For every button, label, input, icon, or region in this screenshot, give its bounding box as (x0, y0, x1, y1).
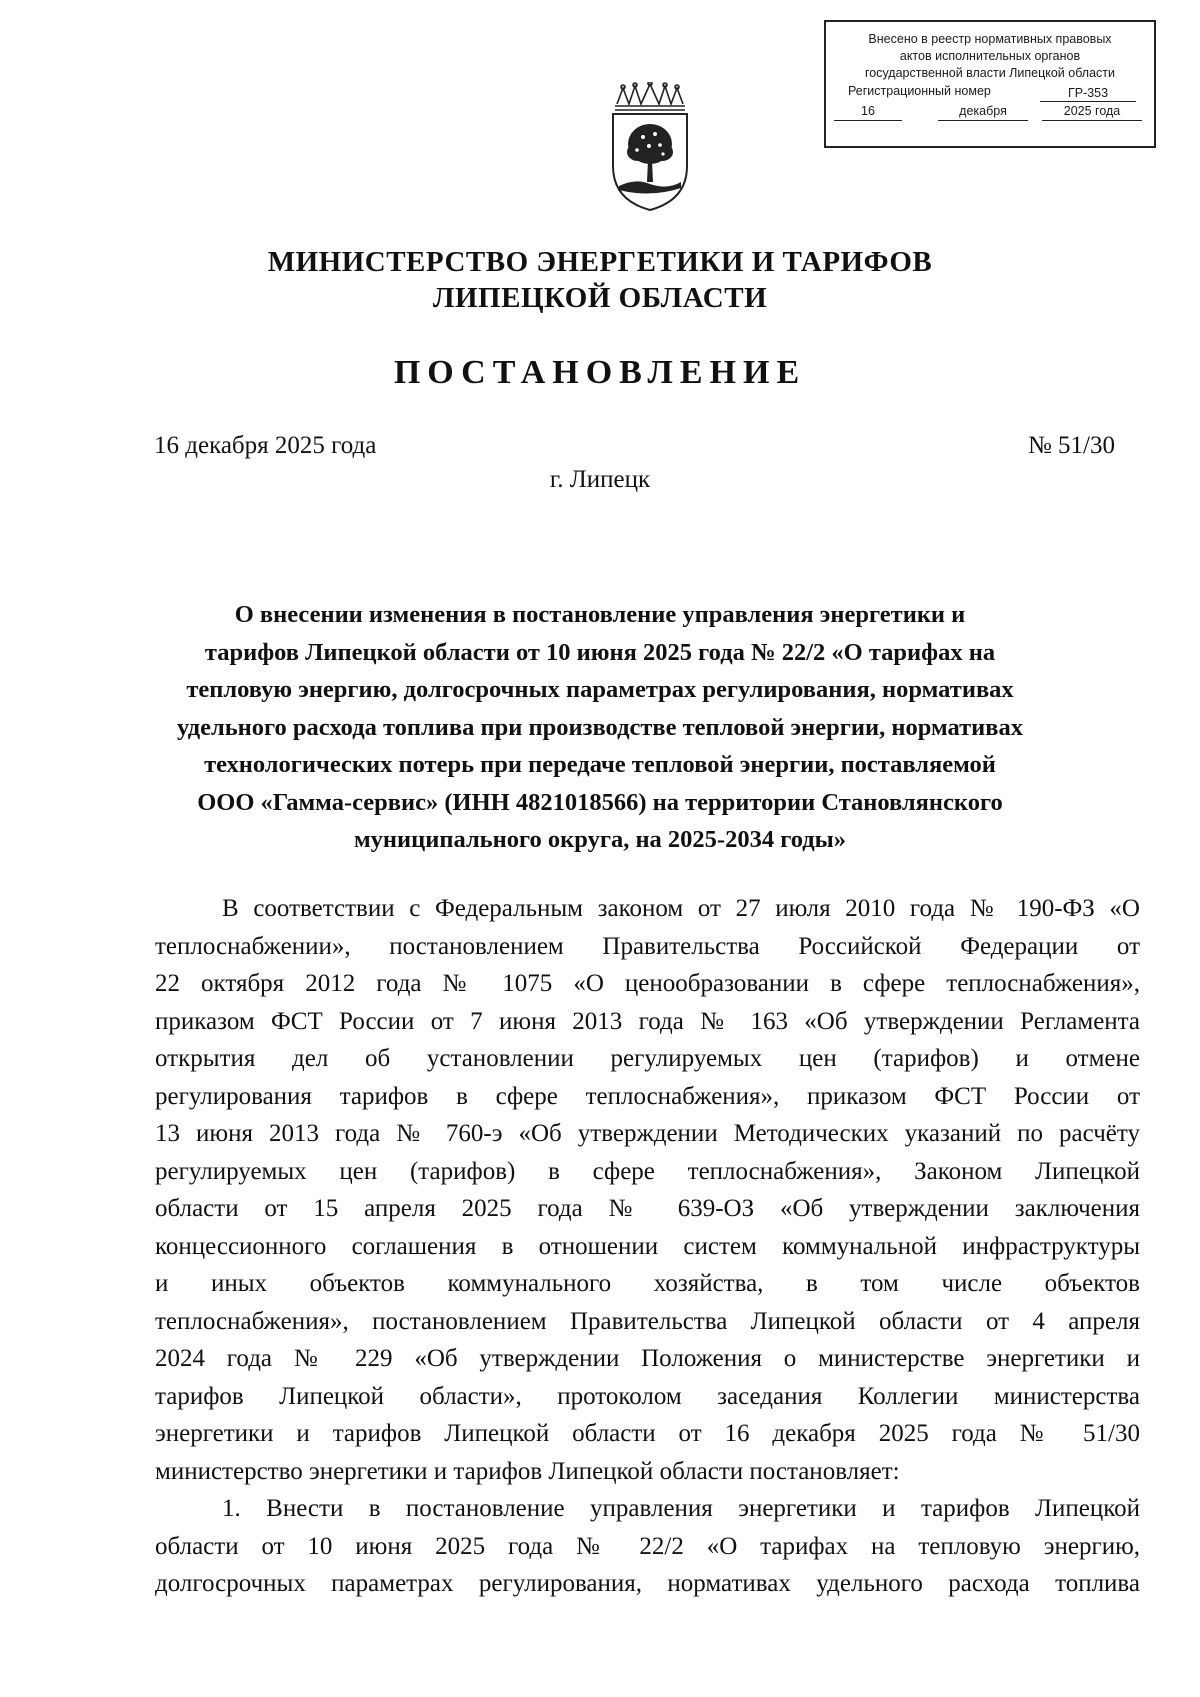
stamp-line: актов исполнительных органов (899, 49, 1081, 63)
document-date: 16 декабря 2025 года (154, 432, 377, 459)
body-line: регулирования тарифов в сфере теплоснабжения», приказом ФСТ России от (155, 1082, 1140, 1110)
document-city: г. Липецк (549, 466, 651, 493)
document-number: № 51/30 (1027, 432, 1115, 459)
title-line: ООО «Гамма-сервис» (ИНН 4821018566) на территории Становлянского (197, 788, 1003, 816)
title-line: технологических потерь при передаче тепловой энергии, поставляемой (204, 751, 996, 778)
title-line: муниципального округа, на 2025-2034 годы» (353, 826, 847, 853)
stamp-month: декабря (938, 103, 1028, 121)
stamp-line: государственной власти Липецкой области (864, 66, 1116, 80)
stamp-year: 2025 года (1042, 103, 1142, 121)
stamp-reg-label: Регистрационный номер (848, 84, 991, 98)
title-line: тарифов Липецкой области от 10 июня 2025 года № 22/2 «О тарифах на (204, 638, 996, 666)
body-line: энергетики и тарифов Липецкой области от 16 декабря 2025 года № 51/30 (155, 1420, 1140, 1447)
ministry-heading (0, 244, 1200, 316)
body-line: 13 июня 2013 года № 760-э «Об утверждении Методических указаний по расчёту (155, 1120, 1140, 1147)
stamp-reg-number: ГР-353 (1040, 85, 1136, 102)
body-line: приказом ФСТ России от 7 июня 2013 года № 163 «Об утверждении Регламента (155, 1007, 1140, 1035)
coat-of-arms-icon (605, 82, 695, 212)
body-line: 1. Внести в постановление управления энергетики и тарифов Липецкой (222, 1495, 1140, 1522)
body-line: долгосрочных параметрах регулирования, нормативах удельного расхода топлива (155, 1570, 1140, 1597)
body-line: концессионного соглашения в отношении систем коммунальной инфраструктуры (155, 1232, 1140, 1260)
body-line: министерство энергетики и тарифов Липецкой области постановляет: (155, 1457, 900, 1485)
body-line: 22 октября 2012 года № 1075 «О ценообразовании в сфере теплоснабжения», (155, 970, 1140, 997)
document-title (150, 596, 1050, 859)
body-line: регулируемых цен (тарифов) в сфере теплоснабжения», Законом Липецкой (155, 1157, 1140, 1185)
ministry-line-2: ЛИПЕЦКОЙ ОБЛАСТИ (432, 282, 768, 314)
registry-stamp (824, 20, 1156, 148)
title-line: удельного расхода топлива при производстве тепловой энергии, нормативах (176, 713, 1024, 741)
title-line: О внесении изменения в постановление управления энергетики и (234, 601, 966, 628)
body-line: 2024 года № 229 «Об утверждении Положения о министерстве энергетики и (155, 1345, 1140, 1372)
title-line: тепловую энергию, долгосрочных параметрах регулирования, нормативах (186, 676, 1014, 703)
ministry-line-1: МИНИСТЕРСТВО ЭНЕРГЕТИКИ И ТАРИФОВ (267, 246, 933, 278)
body-line: открытия дел об установлении регулируемых цен (тарифов) и отмене (155, 1045, 1140, 1072)
stamp-day: 16 (834, 103, 902, 121)
body-line: В соответствии с Федеральным законом от 27 июля 2010 года № 190-ФЗ «О (222, 895, 1140, 922)
stamp-line: Внесено в реестр нормативных правовых (868, 32, 1112, 46)
body-line: области от 15 апреля 2025 года № 639-ОЗ «Об утверждении заключения (155, 1195, 1140, 1222)
body-line: тарифов Липецкой области», протоколом заседания Коллегии министерства (155, 1382, 1140, 1410)
body-line: области от 10 июня 2025 года № 22/2 «О тарифах на тепловую энергию, (155, 1532, 1140, 1560)
body-line: теплоснабжении», постановлением Правительства Российской Федерации от (155, 932, 1140, 960)
body-line: теплоснабжения», постановлением Правительства Липецкой области от 4 апреля (155, 1307, 1140, 1335)
document-type: ПОСТАНОВЛЕНИЕ (393, 354, 807, 391)
body-line: и иных объектов коммунального хозяйства, в том числе объектов (155, 1270, 1140, 1297)
document-body (155, 890, 1140, 1603)
